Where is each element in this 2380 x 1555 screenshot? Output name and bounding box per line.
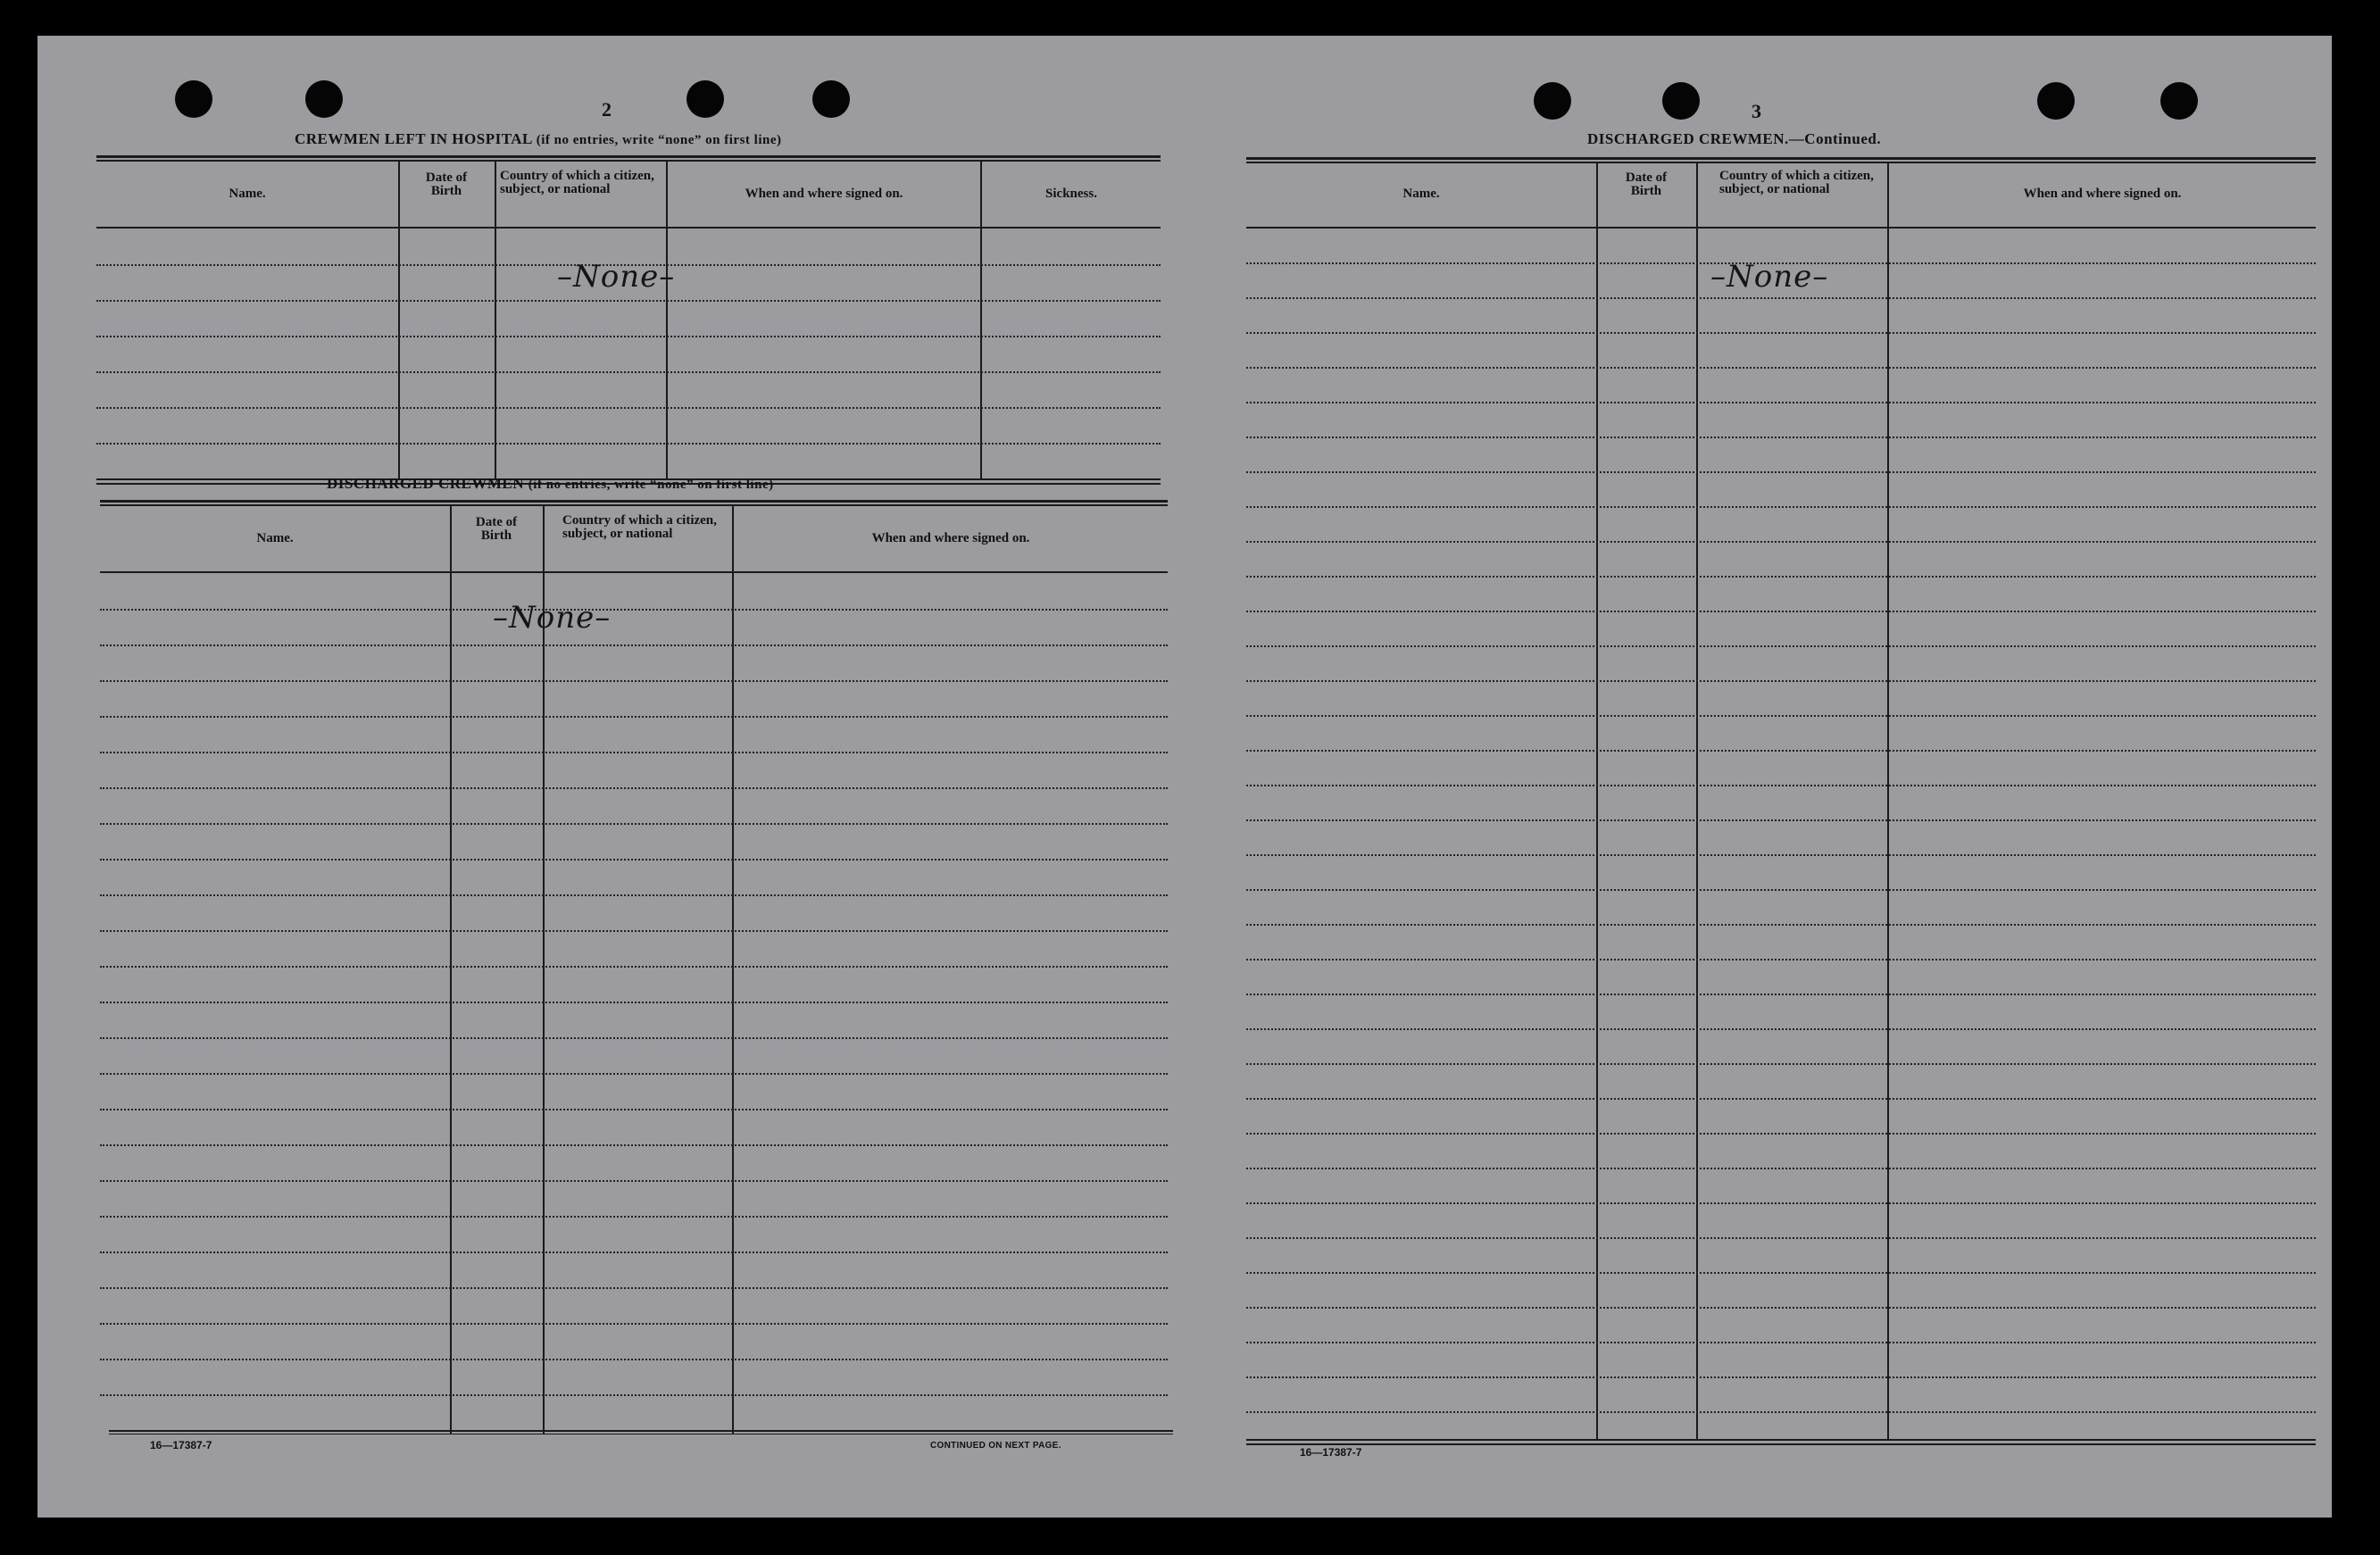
entry-line bbox=[1246, 924, 2316, 926]
entry-line bbox=[1246, 1063, 2316, 1065]
punch-hole bbox=[1662, 82, 1700, 120]
entry-line bbox=[1246, 367, 2316, 369]
entry-line bbox=[100, 680, 1168, 682]
entry-line bbox=[100, 1251, 1168, 1253]
entry-line bbox=[100, 1323, 1168, 1325]
entry-line bbox=[100, 930, 1168, 932]
entry-line bbox=[100, 1073, 1168, 1075]
entry-line bbox=[100, 787, 1168, 789]
entry-line bbox=[1246, 1202, 2316, 1204]
entry-line bbox=[1246, 332, 2316, 334]
scanned-document bbox=[37, 36, 2332, 1518]
column-header-name: Name. bbox=[229, 187, 266, 201]
form-code: 16—17387-7 bbox=[150, 1439, 212, 1451]
entry-line bbox=[1246, 1098, 2316, 1100]
page-number: 2 bbox=[602, 98, 612, 121]
entry-line bbox=[1246, 1307, 2316, 1309]
footer-rule bbox=[109, 1430, 1173, 1434]
entry-line bbox=[100, 966, 1168, 968]
punch-hole bbox=[2160, 82, 2198, 120]
entry-line bbox=[100, 1037, 1168, 1039]
entry-line bbox=[1246, 785, 2316, 786]
entry-line bbox=[1246, 402, 2316, 403]
entry-line bbox=[1246, 715, 2316, 717]
entry-line bbox=[1246, 611, 2316, 612]
entry-line bbox=[100, 1109, 1168, 1110]
entry-line bbox=[1246, 1237, 2316, 1239]
entry-line bbox=[1246, 437, 2316, 438]
hospital-crew-table bbox=[96, 155, 1161, 486]
discharged-crew-table-continued bbox=[1246, 157, 2316, 1469]
column-header-date-of-birth: Date of Birth bbox=[475, 515, 518, 543]
column-header-name: Name. bbox=[256, 531, 294, 545]
column-header-sickness: Sickness. bbox=[1045, 187, 1097, 201]
entry-line bbox=[100, 859, 1168, 861]
entry-line bbox=[100, 894, 1168, 896]
entry-line bbox=[1246, 506, 2316, 508]
entry-line bbox=[1246, 471, 2316, 473]
entry-line bbox=[1246, 1028, 2316, 1030]
handwritten-none-discharged: –None– bbox=[493, 600, 612, 636]
column-header-name: Name. bbox=[1402, 187, 1440, 201]
handwritten-none-discharged-continued: –None– bbox=[1710, 259, 1829, 295]
column-header-country: Country of which a citizen, subject, or national bbox=[1719, 169, 1874, 196]
entry-line bbox=[1246, 1133, 2316, 1135]
section-title-discharged-continued: DISCHARGED CREWMEN.—Continued. bbox=[1587, 130, 1882, 147]
entry-line bbox=[100, 716, 1168, 718]
entry-line bbox=[100, 644, 1168, 646]
entry-line bbox=[100, 1287, 1168, 1289]
entry-line bbox=[100, 609, 1168, 611]
entry-line bbox=[1246, 994, 2316, 995]
entry-line bbox=[1246, 1272, 2316, 1274]
page-number: 3 bbox=[1752, 100, 1761, 122]
entry-line bbox=[1246, 1411, 2316, 1413]
entry-line bbox=[1246, 1342, 2316, 1343]
entry-line bbox=[100, 1394, 1168, 1396]
entry-line bbox=[100, 1180, 1168, 1182]
entry-line bbox=[100, 1002, 1168, 1003]
form-code: 16—17387-7 bbox=[1300, 1446, 1362, 1459]
punch-hole bbox=[687, 80, 724, 118]
punch-hole bbox=[1534, 82, 1571, 120]
punch-hole bbox=[175, 80, 212, 118]
column-header-date-of-birth: Date of Birth bbox=[1625, 170, 1668, 198]
entry-line bbox=[100, 1359, 1168, 1360]
entry-line bbox=[1246, 854, 2316, 856]
continued-note: CONTINUED ON NEXT PAGE. bbox=[930, 1441, 1061, 1451]
entry-line bbox=[1246, 297, 2316, 299]
entry-line bbox=[1246, 680, 2316, 682]
column-header-when-where: When and where signed on. bbox=[871, 531, 1030, 545]
entry-line bbox=[1246, 750, 2316, 752]
entry-line bbox=[100, 752, 1168, 753]
column-header-date-of-birth: Date of Birth bbox=[425, 170, 468, 198]
section-title-hospital: CREWMEN LEFT IN HOSPITAL (if no entries, write “none” on first line) bbox=[295, 130, 782, 147]
punch-hole bbox=[305, 80, 343, 118]
entry-line bbox=[100, 823, 1168, 825]
punch-hole bbox=[812, 80, 850, 118]
entry-line bbox=[1246, 959, 2316, 960]
punch-hole bbox=[2037, 82, 2075, 120]
entry-line bbox=[1246, 576, 2316, 578]
entry-line bbox=[1246, 1376, 2316, 1378]
entry-line bbox=[1246, 645, 2316, 647]
discharged-crew-table bbox=[100, 500, 1168, 1455]
handwritten-none-hospital: –None– bbox=[557, 259, 676, 295]
column-header-when-where: When and where signed on. bbox=[2023, 187, 2182, 201]
entry-line bbox=[1246, 1168, 2316, 1169]
entry-line bbox=[1246, 889, 2316, 891]
entry-line bbox=[1246, 541, 2316, 543]
entry-line bbox=[100, 1216, 1168, 1218]
column-header-country: Country of which a citizen, subject, or national bbox=[500, 169, 654, 196]
column-header-country: Country of which a citizen, subject, or national bbox=[562, 513, 717, 541]
entry-line bbox=[100, 1144, 1168, 1146]
column-header-when-where: When and where signed on. bbox=[745, 187, 903, 201]
entry-line bbox=[1246, 819, 2316, 821]
section-title-discharged: DISCHARGED CREWMEN (if no entries, write “none” on first line) bbox=[327, 475, 774, 492]
